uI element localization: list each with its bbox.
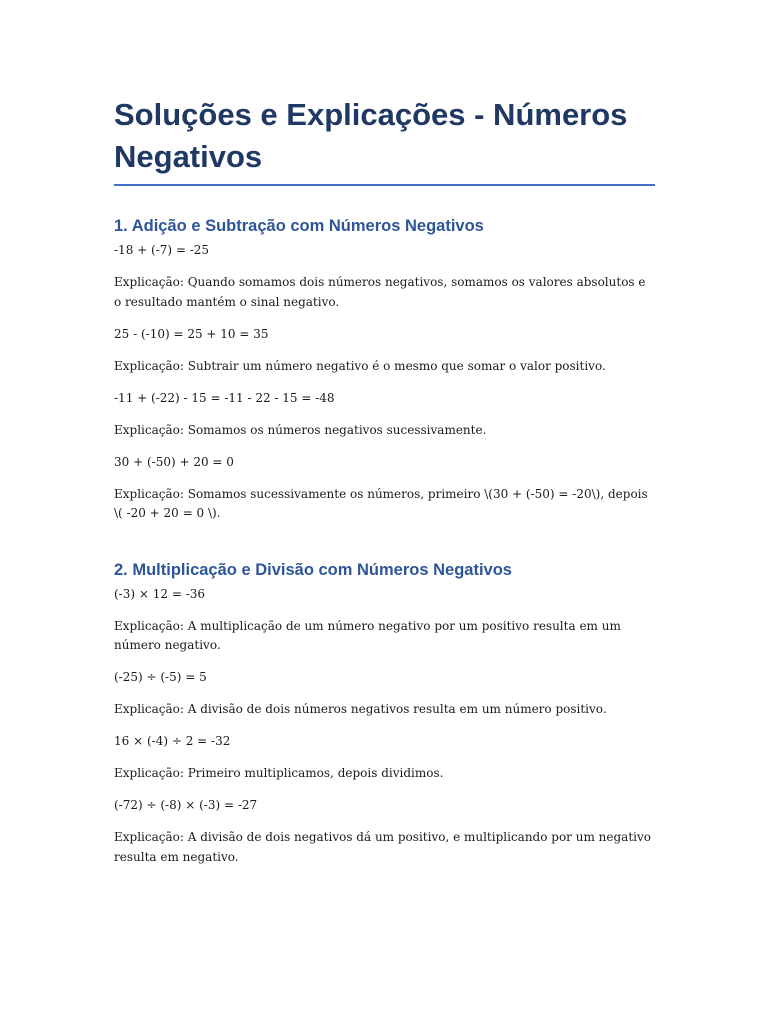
expression: (-25) ÷ (-5) = 5	[114, 670, 207, 684]
section-addition-subtraction	[114, 215, 655, 524]
document-page	[114, 94, 655, 880]
explanation: Explicação: Somamos os números negativos sucessivamente.	[114, 422, 487, 437]
explanation: Explicação: Subtrair um número negativo é o mesmo que somar o valor positivo.	[114, 358, 606, 373]
section-heading: 2. Multiplicação e Divisão com Números Negativos	[114, 560, 512, 579]
expression: 30 + (-50) + 20 = 0	[114, 454, 234, 469]
section-heading: 1. Adição e Subtração com Números Negativos	[114, 217, 484, 235]
explanation: Explicação: Primeiro multiplicamos, depois dividimos.	[114, 766, 444, 780]
explanation: Explicação: A divisão de dois negativos dá um positivo, e multiplicando por um negativo resulta em negativo.	[114, 830, 651, 864]
expression: (-3) × 12 = -36	[114, 586, 206, 601]
explanation: Explicação: Quando somamos dois números negativos, somamos os valores absolutos e o resultado mantém o sinal negativo.	[114, 275, 646, 309]
document-title: Soluções e Explicações - Números Negativos	[114, 94, 655, 186]
explanation: Explicação: Somamos sucessivamente os números, primeiro \(30 + (-50) = -20\), depois \( -20 + 20 = 0 \).	[114, 486, 648, 520]
expression: -11 + (-22) - 15 = -11 - 22 - 15 = -48	[114, 390, 335, 405]
section-multiplication-division	[114, 559, 655, 868]
expression: 16 × (-4) ÷ 2 = -32	[114, 734, 231, 748]
expression: -18 + (-7) = -25	[114, 243, 210, 257]
expression: 25 - (-10) = 25 + 10 = 35	[114, 326, 269, 341]
expression: (-72) ÷ (-8) × (-3) = -27	[114, 798, 258, 812]
explanation: Explicação: A multiplicação de um número negativo por um positivo resulta em um número negativo.	[114, 618, 621, 652]
explanation: Explicação: A divisão de dois números negativos resulta em um número positivo.	[114, 702, 607, 716]
